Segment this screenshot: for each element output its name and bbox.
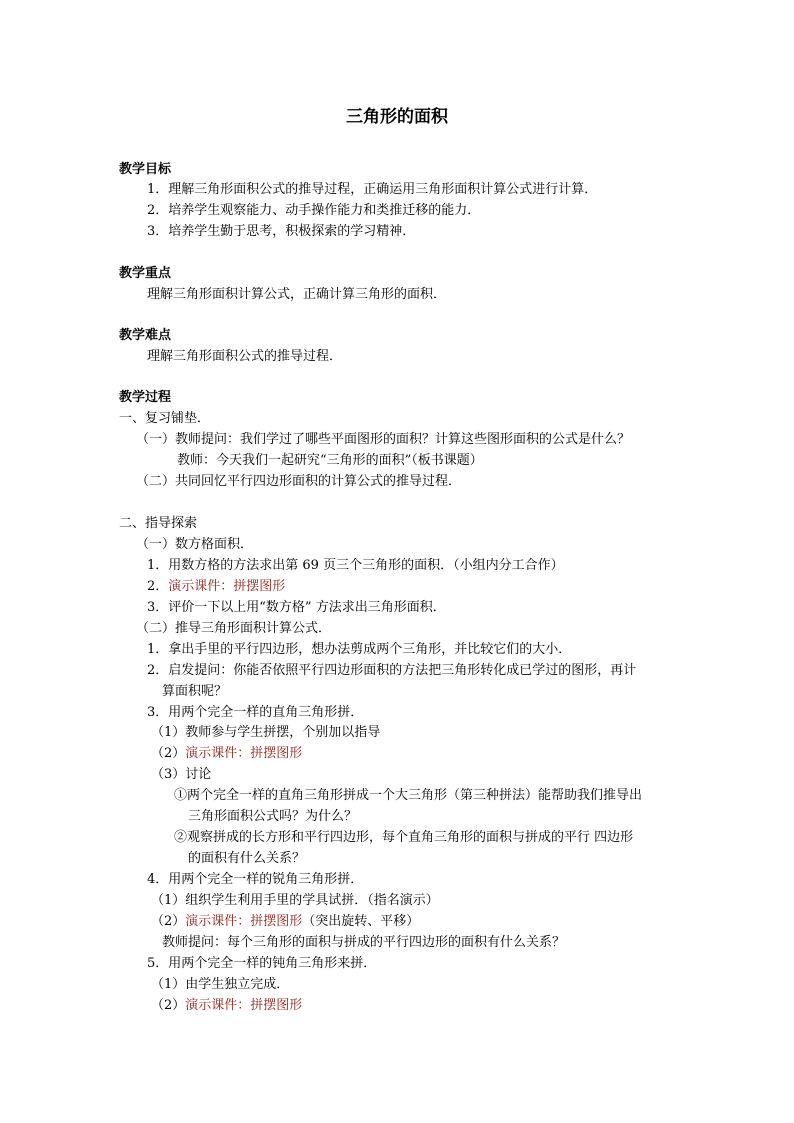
difficulty-heading: 教学难点 (119, 328, 172, 343)
part1-step-3: 3．评价一下以上用“数方格” 方法求出三角形面积． (147, 600, 446, 615)
discussion-a-line-1: ①两个完全一样的直角三角形拼成一个大三角形（第三种拼法）能帮助我们推导出 (174, 788, 643, 803)
part2-step-4-1: （1）组织学生利用手里的学具试拼．（指名演示） (151, 893, 439, 908)
part2-step-5: 5．用两个完全一样的钝角三角形来拼． (147, 956, 377, 971)
part1-title: （一）数方格面积． (136, 537, 254, 552)
part2-step-3-2-number: （2） (151, 746, 186, 761)
part2-step-4-2 (151, 912, 419, 932)
process-heading: 教学过程 (119, 390, 172, 405)
guide-title: 二、指导探索 (119, 516, 198, 531)
part2-step-1: 1．拿出手里的平行四边形，想办法剪成两个三角形，并比较它们的大小． (147, 642, 572, 657)
part1-step-2-number: 2． (147, 579, 169, 594)
review-title: 一、复习铺垫． (119, 411, 211, 426)
courseware-link: 演示课件：拼摆图形 (185, 998, 303, 1013)
objective-item-1: 1．理解三角形面积公式的推导过程，正确运用三角形面积计算公式进行计算． (147, 182, 598, 197)
part2-step-4-question: 教师提问：每个三角形的面积与拼成的平行四边形的面积有什么关系？ (162, 935, 566, 950)
document-title: 三角形的面积 (346, 107, 448, 127)
discussion-a-line-2: 三角形面积公式吗？为什么？ (188, 809, 358, 824)
courseware-link: 演示课件：拼摆图形 (168, 579, 286, 594)
key-point-text: 理解三角形面积计算公式，正确计算三角形的面积． (147, 287, 447, 302)
part2-step-3-2 (151, 744, 302, 764)
objective-item-2: 2．培养学生观察能力、动手操作能力和类推迁移的能力． (147, 203, 481, 218)
part2-title: （二）推导三角形面积计算公式． (136, 621, 332, 636)
part2-step-5-2 (151, 996, 302, 1016)
review-question-2: （二）共同回忆平行四边形面积的计算公式的推导过程． (136, 474, 462, 489)
objective-item-3: 3．培养学生勤于思考，积极探索的学习精神． (147, 224, 416, 239)
review-question-1: （一）教师提问：我们学过了哪些平面图形的面积？计算这些图形面积的公式是什么？ (136, 432, 631, 447)
part1-step-2 (147, 577, 285, 597)
courseware-link: 演示课件：拼摆图形 (185, 914, 303, 929)
discussion-b-line-2: 的面积有什么关系？ (188, 851, 306, 866)
courseware-link: 演示课件：拼摆图形 (185, 746, 303, 761)
part2-step-3: 3．用两个完全一样的直角三角形拼． (147, 705, 364, 720)
part2-step-4-2-number: （2） (151, 914, 186, 929)
part2-step-4-2-note: （突出旋转、平移） (302, 914, 420, 929)
review-question-1-note: 教师：今天我们一起研究“三角形的面积”（板书课题） (177, 453, 483, 468)
discussion-b-line-1: ②观察拼成的长方形和平行四边形，每个直角三角形的面积与拼成的平行 四边形 (174, 830, 634, 845)
part2-step-3-3: （3）讨论 (151, 767, 212, 782)
part2-step-5-1: （1）由学生独立完成． (151, 977, 290, 992)
part2-step-5-2-number: （2） (151, 998, 186, 1013)
part2-step-4: 4．用两个完全一样的锐角三角形拼． (147, 872, 364, 887)
part2-step-2-line-2: 算面积呢？ (162, 684, 228, 699)
part2-step-2-line-1: 2．启发提问：你能否依照平行四边形面积的方法把三角形转化成已学过的图形，再计 (147, 663, 637, 678)
difficulty-text: 理解三角形面积公式的推导过程． (147, 349, 343, 364)
part1-step-1: 1．用数方格的方法求出第 69 页三个三角形的面积．（小组内分工合作） (147, 558, 564, 573)
key-point-heading: 教学重点 (119, 266, 172, 281)
objectives-heading: 教学目标 (119, 162, 172, 177)
part2-step-3-1: （1）教师参与学生拼摆，个别加以指导 (151, 725, 381, 740)
